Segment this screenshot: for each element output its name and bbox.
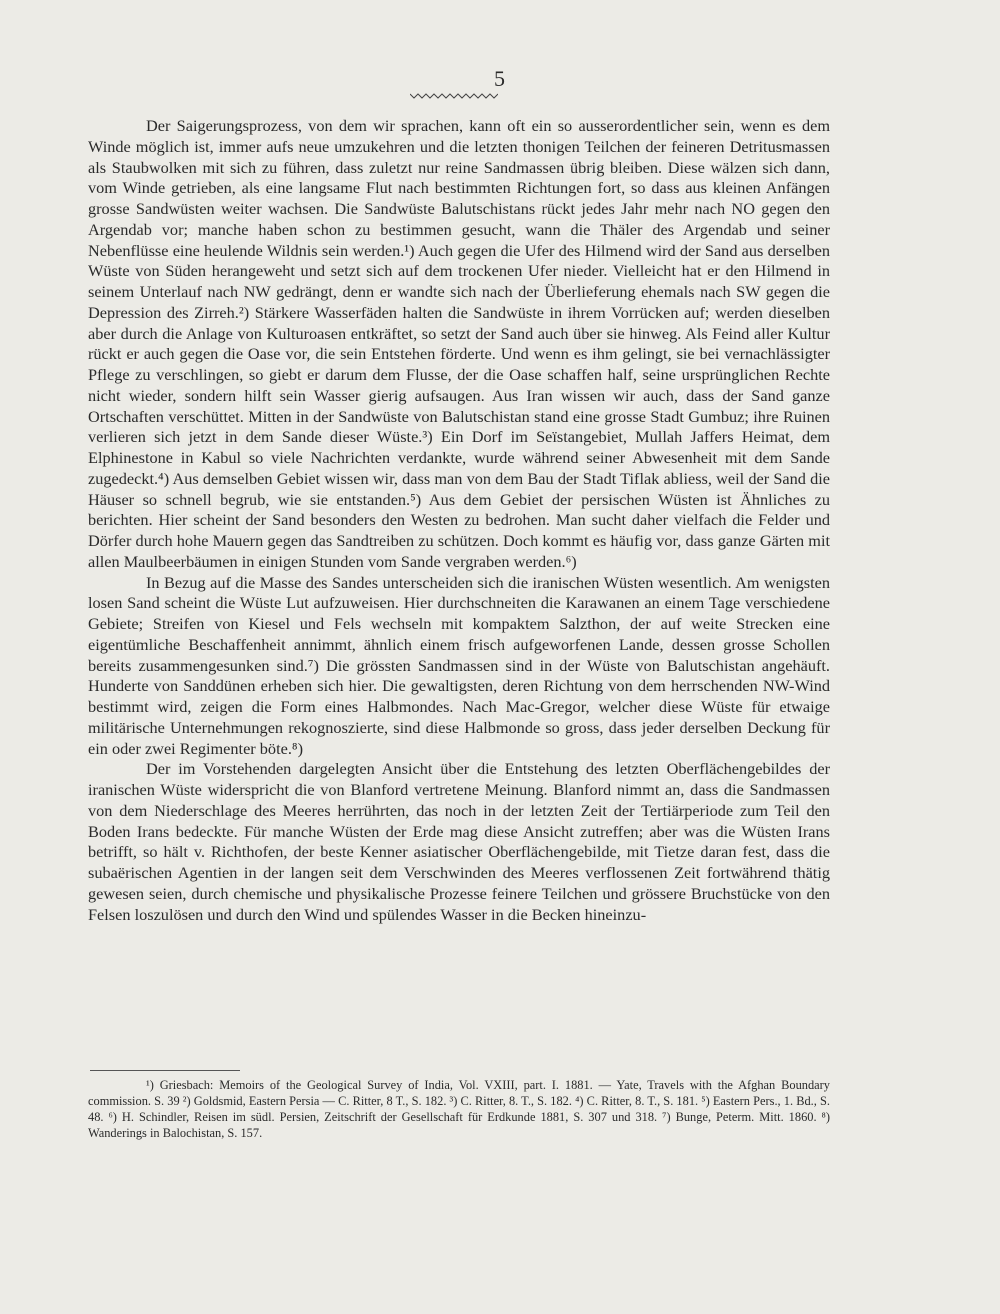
- footnote-text: ¹) Griesbach: Memoirs of the Geological Survey of India, Vol. VXIII, part. I. 1881. — Yate, Travels with the Afghan Boundary commission. S. 39 ²) Goldsmid, Eastern Persia — C. Ritter, 8 T., S. 182. ³) C. Ritter, 8. T., S. 182. ⁴) C. Ritter, 8. T., S. 181. ⁵) Eastern Pers., 1. Bd., S. 48. ⁶) H. Schindler, Reisen im südl. Persien, Zeitschrift der Gesellschaft für Erdkunde 1881, S. 307 und 318. ⁷) Bunge, Peterm. Mitt. 1860. ⁸) Wanderings in Balochistan, S. 157.: [88, 1078, 830, 1141]
- footnotes: [88, 1077, 830, 1141]
- wavy-ornament: [410, 92, 498, 100]
- footnote-divider: [90, 1070, 240, 1071]
- paragraph: Der Saigerungsprozess, von dem wir sprachen, kann oft ein so ausserordentlicher sein, wenn es dem Winde möglich ist, immer aufs neue umzukehren und die letzten thonigen Teilchen der feineren Detritusmassen als Staubwolken mit sich zu führen, dass zuletzt nur reine Sandmassen übrig bleiben. Diese wälzen sich dann, vom Winde getrieben, als eine langsame Flut nach bestimmten Richtungen fort, so dass aus kleinen Anfängen grosse Sandwüsten weiter wachsen. Die Sandwüste Balutschistans rückt jedes Jahr mehr nach NO gegen den Argendab vor; manche haben schon zu bestimmen gesucht, wann die Thäler des Argendab und seiner Nebenflüsse eine heulende Wildnis sein werden.¹) Auch gegen die Ufer des Hilmend wird der Sand aus derselben Wüste von Süden herangeweht und setzt sich auf dem trockenen Ufer nieder. Vielleicht hat er den Hilmend in seinem Unterlauf nach NW gedrängt, denn er wandte sich nach der Überlieferung ehemals nach SW gegen die Depression des Zirreh.²) Stärkere Wasserfäden halten die Sandwüste in ihrem Vorrücken auf; werden dieselben aber durch die Anlage von Kulturoasen entkräftet, so setzt der Sand auch über sie hinweg. Als Feind aller Kultur rückt er auch gegen die Oase vor, die sein Entstehen förderte. Und wenn es ihm gelingt, sie bei vernachlässigter Pflege zu verschlingen, so giebt er darum dem Flusse, der die Oase schaffen half, seine ursprünglichen Rechte nicht wieder, sondern hilft sein Wasser gierig aufsaugen. Aus Iran wissen wir auch, dass der Sand ganze Ortschaften verschüttet. Mitten in der Sandwüste von Balutschistan stand eine grosse Stadt Gumbuz; ihre Ruinen verlieren sich jetzt in dem Sande dieser Wüste.³) Ein Dorf im Seïstangebiet, Mullah Jaffers Heimat, dem Elphinestone in Kabul so viele Nachrichten verdankte, wurde während seiner Abwesenheit mit dem Sande zugedeckt.⁴) Aus demselben Gebiet wissen wir, dass man von dem Bau der Stadt Tiflak abliess, weil der Sand die Häuser so schnell begrub, wie sie entstanden.⁵) Aus dem Gebiet der persischen Wüsten ist Ähnliches zu berichten. Hier scheint der Sand besonders den Westen zu bedrohen. Man sucht daher vielfach die Felder und Dörfer durch hohe Mauern gegen das Sandtreiben zu schützen. Doch kommt es häufig vor, dass ganze Gärten mit allen Maulbeerbäumen in einigen Stunden vom Sande vergraben werden.⁶): [88, 116, 830, 571]
- body-text: [88, 116, 830, 925]
- paragraph: In Bezug auf die Masse des Sandes unterscheiden sich die iranischen Wüsten wesentlich. Am wenigsten losen Sand scheint die Wüste Lut aufzuweisen. Hier durchschneiten die Karawanen an einem Tage verschiedene Gebiete; Streifen von Kiesel und Fels wechseln mit kompaktem Salzthon, der auf weite Strecken eine eigentümliche Beschaffenheit annimmt, ähnlich einem frisch aufgeworfenen Lande, dessen grosse Schollen bereits zusammengesunken sind.⁷) Die grössten Sandmassen sind in der Wüste von Balutschistan angehäuft. Hunderte von Sanddünen erheben sich hier. Die gewaltigsten, deren Richtung von dem herrschenden NW-Wind bestimmt wird, zeigen die Form eines Halbmondes. Nach Mac-Gregor, welcher diese Wüste für etwaige militärische Unternehmungen rekognoszierte, sind diese Halbmonde so gross, dass jeder derselben Deckung für ein oder zwei Regimenter böte.⁸): [88, 572, 830, 758]
- paragraph: Der im Vorstehenden dargelegten Ansicht über die Entstehung des letzten Oberflächengebildes der iranischen Wüste widerspricht die von Blanford vertretene Meinung. Blanford nimmt an, dass die Sandmassen von dem Niederschlage des Meeres herrührten, das noch in der letzten Zeit der Tertiärperiode zum Teil den Boden Irans bedeckte. Für manche Wüsten der Erde mag diese Ansicht zutreffen; aber was die Wüsten Irans betrifft, so hält v. Richthofen, der beste Kenner asiatischer Oberflächengebilde, mit Tietze daran fest, dass die subaërischen Agentien in der langen seit dem Verschwinden des Meeres verflossenen Zeit fortwährend thätig gewesen seien, durch chemische und physikalische Prozesse feinere Teilchen und grössere Bruchstücke von den Felsen loszulösen und durch den Wind und spülendes Wasser in die Becken hineinzu-: [88, 759, 830, 924]
- page-number: 5: [494, 66, 506, 91]
